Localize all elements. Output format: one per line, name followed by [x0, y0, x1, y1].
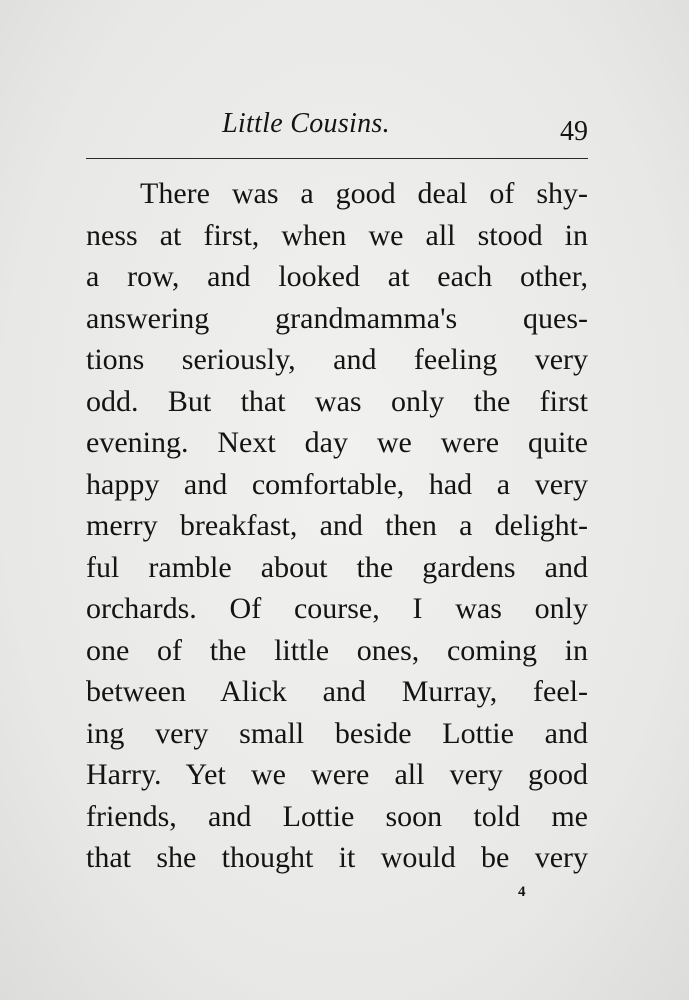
page-number: 49: [560, 116, 588, 147]
text-line: happy and comfortable, had a very: [86, 467, 588, 501]
body-text: [86, 173, 588, 879]
signature-mark: 4: [518, 884, 526, 900]
text-line: friends, and Lottie soon told me: [86, 799, 588, 833]
text-line: Harry. Yet we were all very good: [86, 758, 588, 791]
text-line: merry breakfast, and then a delight-: [86, 509, 588, 542]
text-line: orchards. Of course, I was only: [86, 592, 588, 625]
text-line: that she thought it would be very: [86, 841, 588, 874]
running-head: [86, 104, 588, 148]
text-line: evening. Next day we were quite: [86, 426, 588, 459]
running-title: Little Cousins.: [222, 108, 390, 139]
text-line: tions seriously, and feeling very: [86, 343, 588, 376]
text-line: between Alick and Murray, feel-: [86, 675, 588, 708]
text-line: ing very small beside Lottie and: [86, 716, 588, 750]
text-line: ful ramble about the gardens and: [86, 550, 588, 584]
header-rule: [86, 158, 588, 159]
text-line: a row, and looked at each other,: [86, 260, 588, 293]
text-line: odd. But that was only the first: [86, 384, 588, 418]
text-line: ness at first, when we all stood in: [86, 218, 588, 252]
text-line: There was a good deal of shy-: [140, 177, 588, 210]
text-line: answering grandmamma's ques-: [86, 301, 588, 335]
text-line: one of the little ones, coming in: [86, 633, 588, 667]
